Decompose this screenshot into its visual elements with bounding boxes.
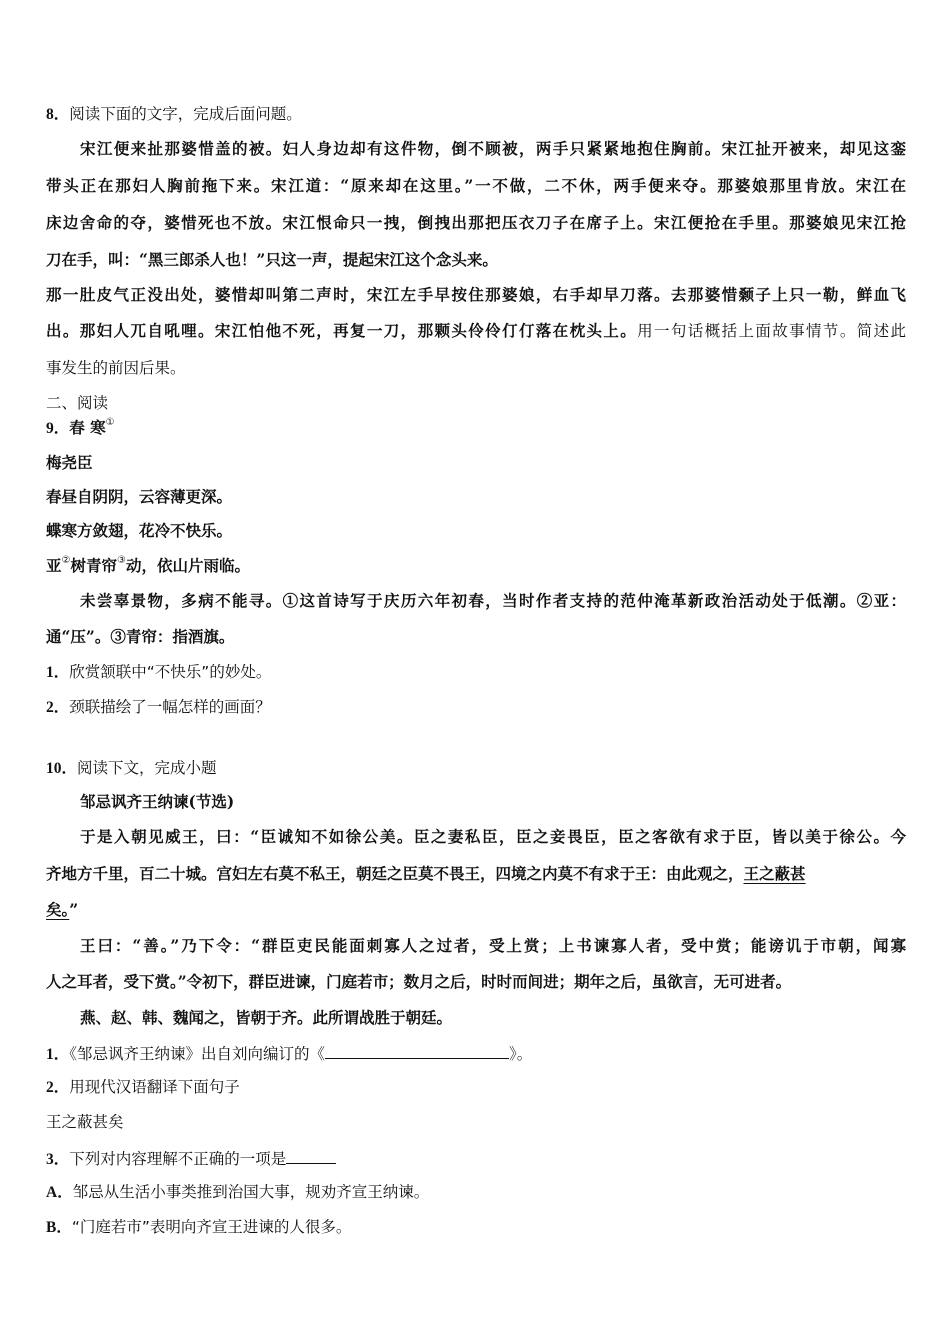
q8-passage-line: 刀在手，叫：“黑三郎杀人也！”只这一声，提起宋江这个念头来。	[46, 250, 498, 269]
q9-title: 9．春 寒①	[46, 416, 115, 437]
poem-author: 梅尧臣	[46, 453, 93, 472]
q10-passage-line: 燕、赵、韩、魏闻之，皆朝于齐。此所谓战胜于朝廷。	[80, 1008, 453, 1027]
footnote-marker: ①	[105, 416, 115, 428]
q8-passage-line: 宋江便来扯那婆惜盖的被。妇人身边却有这件物，倒不顾被，两手只紧紧地抱住胸前。宋江扯开被来，却见这銮	[80, 139, 906, 158]
section-heading: 二、阅读	[46, 394, 109, 412]
q10-passage-line: 矣。”	[46, 900, 79, 919]
answer-blank[interactable]	[286, 1147, 336, 1164]
q8-passage-line: 那一肚皮气正没出处，婆惜却叫第二声时，宋江左手早按住那婆娘，右手却早刀落。去那婆惜颡子上只一勒，鲜血飞	[46, 285, 906, 304]
q10-passage-line: 王曰：“善。”乃下令：“群臣吏民能面刺寡人之过者，受上赏；上书谏寡人者，受中赏；能谤讥于市朝，闻寡	[80, 936, 906, 955]
answer-blank[interactable]	[325, 1042, 509, 1059]
poem-notes: 未尝辜景物，多病不能寻。①这首诗写于庆历六年初春，当时作者支持的范仲淹革新政治活动处于低潮。②亚：	[80, 591, 906, 610]
poem-line: 蝶寒方敛翅，花冷不快乐。	[46, 521, 233, 540]
underlined-phrase: 矣。	[46, 900, 70, 919]
q10-passage-title: 邹忌讽齐王纳谏(节选)	[80, 792, 235, 811]
underlined-phrase: 王之蔽甚	[743, 864, 806, 883]
q8-question: 用一句话概括上面故事情节。简述此	[637, 322, 906, 340]
q8-passage-line: 出。那妇人兀自吼哩。宋江怕他不死，再复一刀，那颗头伶伶仃仃落在枕头上。用一句话概括上面故事情节。简述此	[46, 321, 906, 340]
q10-passage-line: 人之耳者，受下赏。”令初下，群臣进谏，门庭若市；数月之后，时时而间进；期年之后，虽欲言，无可进者。	[46, 972, 792, 991]
q10-passage-line: 于是入朝见威王，曰：“臣诚知不如徐公美。臣之妻私臣，臣之妾畏臣，臣之客欲有求于臣，皆以美于徐公。今	[80, 827, 906, 846]
q10-sub2: 2．用现代汉语翻译下面句子	[46, 1078, 240, 1096]
option-a: A．邹忌从生活小事类推到治国大事，规劝齐宣王纳谏。	[46, 1183, 430, 1201]
q9-sub2: 2．颈联描绘了一幅怎样的画面？	[46, 698, 271, 716]
q10-sub1: 1．《邹忌讽齐王纳谏》出自刘向编订的《 》。	[46, 1042, 906, 1065]
footnote-marker: ③	[117, 554, 126, 566]
q8-prompt: 8．阅读下面的文字，完成后面问题。	[46, 105, 302, 123]
q8-passage-line: 带头正在那妇人胸前拖下来。宋江道：“原来却在这里。”一不做，二不休，两手便来夺。那婆娘那里肯放。宋江在	[46, 176, 906, 195]
footnote-marker: ②	[61, 554, 71, 566]
q8-number: 8．	[46, 106, 70, 123]
q10-prompt: 10．阅读下文，完成小题	[46, 759, 217, 777]
q10-sub3: 3．下列对内容理解不正确的一项是	[46, 1147, 906, 1170]
poem-line: 春昼自阴阴，云容薄更深。	[46, 487, 233, 506]
poem-line: 亚②树青帘③动，依山片雨临。	[46, 554, 250, 575]
q10-sub2-sentence: 王之蔽甚矣	[46, 1113, 124, 1131]
option-b: B．“门庭若市”表明向齐宣王进谏的人很多。	[46, 1218, 352, 1236]
q8-passage-line: 床边舍命的夺，婆惜死也不放。宋江恨命只一拽，倒拽出那把压衣刀子在席子上。宋江便抢在手里。那婆娘见宋江抢	[46, 213, 906, 232]
poem-notes: 通“压”。③青帘：指酒旗。	[46, 627, 235, 646]
q8-question-end: 事发生的前因后果。	[46, 359, 186, 377]
q10-passage-line: 齐地方千里，百二十城。宫妇左右莫不私王，朝廷之臣莫不畏王，四境之内莫不有求于王：由此观之，王之蔽甚	[46, 864, 806, 883]
q9-sub1: 1．欣赏颔联中“不快乐”的妙处。	[46, 663, 272, 681]
